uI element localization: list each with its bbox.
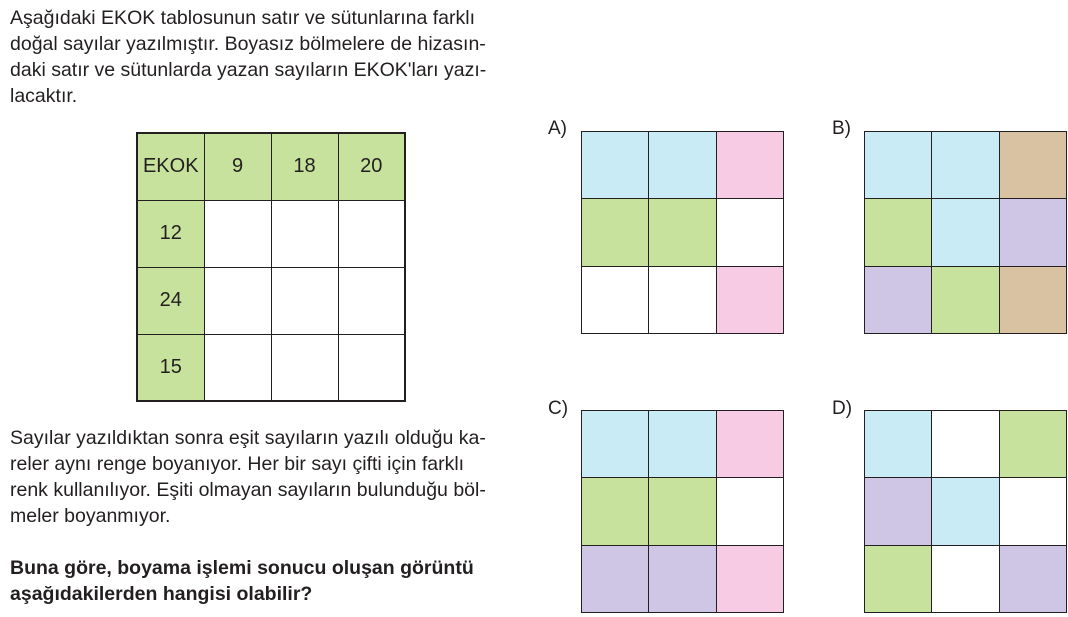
intro-line: daki satır ve sütunlarda yazan sayıların EKOK'ları yazı- <box>10 59 487 81</box>
grid-cell-purple <box>582 546 648 612</box>
body-text <box>10 425 486 529</box>
row-header-cell: 15 <box>137 334 204 401</box>
empty-cell <box>338 334 405 401</box>
question-text <box>10 555 474 607</box>
grid-cell-blue <box>649 132 715 198</box>
grid-cell-green <box>865 199 931 265</box>
intro-line: Aşağıdaki EKOK tablosunun satır ve sütunlarına farklı <box>10 7 476 29</box>
grid-cell-blue <box>865 411 931 477</box>
question-line: aşağıdakilerden hangisi olabilir? <box>10 583 313 605</box>
grid-cell-green <box>932 267 998 333</box>
empty-cell <box>204 200 271 267</box>
grid-cell-purple <box>649 546 715 612</box>
table-row <box>137 267 405 334</box>
grid-cell-purple <box>1000 199 1066 265</box>
body-line: reler aynı renge boyanıyor. Her bir sayı çifti için farklı <box>10 453 465 475</box>
option-d-label[interactable]: D) <box>832 398 853 419</box>
grid-cell-pink <box>717 267 783 333</box>
intro-line: lacaktır. <box>10 85 78 107</box>
grid-cell-white <box>582 267 648 333</box>
grid-cell-tan <box>1000 267 1066 333</box>
grid-cell-purple <box>1000 546 1066 612</box>
empty-cell <box>338 267 405 334</box>
option-b-grid[interactable] <box>864 131 1067 334</box>
option-a-label[interactable]: A) <box>548 118 567 139</box>
question-line: Buna göre, boyama işlemi sonucu oluşan görüntü <box>10 557 474 579</box>
grid-cell-purple <box>865 478 931 544</box>
empty-cell <box>271 334 338 401</box>
row-header-cell: 12 <box>137 200 204 267</box>
grid-cell-pink <box>717 546 783 612</box>
table-row <box>137 334 405 401</box>
grid-cell-pink <box>717 411 783 477</box>
body-line: meler boyanmıyor. <box>10 505 171 527</box>
grid-cell-blue <box>649 411 715 477</box>
option-c-grid[interactable] <box>581 410 784 613</box>
grid-cell-green <box>582 199 648 265</box>
column-header-cell: 18 <box>271 133 338 200</box>
empty-cell <box>271 267 338 334</box>
option-b-label[interactable]: B) <box>832 118 851 139</box>
grid-cell-white <box>717 199 783 265</box>
grid-cell-white <box>649 267 715 333</box>
grid-cell-green <box>865 546 931 612</box>
grid-cell-white <box>932 411 998 477</box>
intro-text <box>10 5 486 109</box>
empty-cell <box>271 200 338 267</box>
grid-cell-white <box>1000 478 1066 544</box>
column-header-cell: 9 <box>204 133 271 200</box>
grid-cell-green <box>1000 411 1066 477</box>
option-c-label[interactable]: C) <box>548 398 569 419</box>
table-corner-cell: EKOK <box>137 133 204 200</box>
grid-cell-pink <box>717 132 783 198</box>
table-row <box>137 200 405 267</box>
grid-cell-blue <box>582 132 648 198</box>
grid-cell-white <box>717 478 783 544</box>
grid-cell-tan <box>1000 132 1066 198</box>
grid-cell-purple <box>865 267 931 333</box>
grid-cell-green <box>649 199 715 265</box>
grid-cell-blue <box>865 132 931 198</box>
grid-cell-blue <box>932 132 998 198</box>
grid-cell-green <box>582 478 648 544</box>
ekok-table <box>136 132 406 402</box>
column-header-cell: 20 <box>338 133 405 200</box>
body-line: Sayılar yazıldıktan sonra eşit sayıların yazılı olduğu ka- <box>10 427 486 449</box>
option-d-grid[interactable] <box>864 410 1067 613</box>
empty-cell <box>204 267 271 334</box>
body-line: renk kullanılıyor. Eşiti olmayan sayıların bulunduğu böl- <box>10 479 486 501</box>
grid-cell-green <box>649 478 715 544</box>
grid-cell-blue <box>932 199 998 265</box>
empty-cell <box>204 334 271 401</box>
grid-cell-blue <box>582 411 648 477</box>
grid-cell-blue <box>932 478 998 544</box>
row-header-cell: 24 <box>137 267 204 334</box>
table-header-row <box>137 133 405 200</box>
option-a-grid[interactable] <box>581 131 784 334</box>
intro-line: doğal sayılar yazılmıştır. Boyasız bölmelere de hizasın- <box>10 33 486 55</box>
empty-cell <box>338 200 405 267</box>
grid-cell-white <box>932 546 998 612</box>
